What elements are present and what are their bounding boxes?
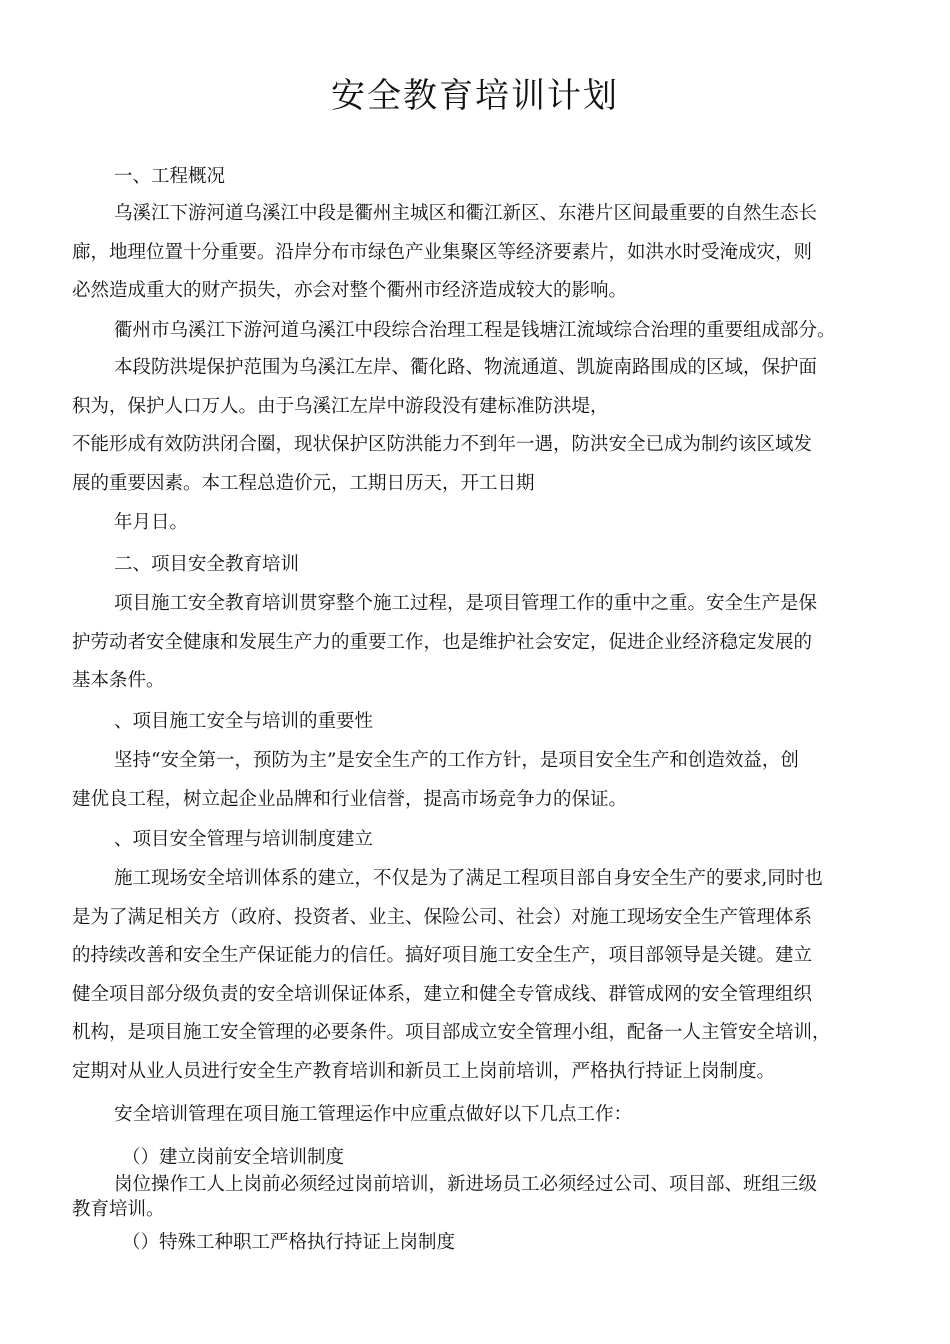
paragraph-overview-2 [114, 312, 836, 351]
text-line: 必然造成重大的财产损失，亦会对整个衢州市经济造成较大的影响。 [72, 280, 628, 301]
paragraph-overview-3 [72, 349, 817, 503]
text-line: 的持续改善和安全生产保证能力的信任。搞好项目施工安全生产，项目部领导是关键。建立 [72, 945, 813, 966]
text-line: 坚持“安全第一，预防为主”是安全生产的工作方针，是项目安全生产和创造效益，创 [114, 750, 799, 771]
paragraph-training-1 [72, 585, 817, 701]
text-line: 廊，地理位置十分重要。沿岸分布市绿色产业集聚区等经济要素片，如洪水时受淹成灾，则 [72, 241, 813, 263]
text-line: 衢州市乌溪江下游河道乌溪江中段综合治理工程是钱塘江流域综合治理的重要组成部分。 [114, 320, 836, 341]
text-line: 岗位操作工人上岗前必须经过岗前培训，新进场员工必须经过公司、项目部、班组三级 [114, 1174, 818, 1195]
paragraph-key-points [114, 1096, 632, 1135]
paragraph-importance [72, 742, 799, 819]
section-heading-overview [114, 158, 225, 197]
text-line: 安全培训管理在项目施工管理运作中应重点做好以下几点工作： [114, 1104, 633, 1125]
text-line: 二、项目安全教育培训 [114, 554, 300, 575]
text-line: 是为了满足相关方（政府、投资者、业主、保险公司、社会）对施工现场安全生产管理体系 [72, 906, 813, 928]
list-item-special-trades [122, 1224, 455, 1263]
text-line: 、项目施工安全与培训的重要性 [114, 711, 374, 732]
text-line: 基本条件。 [72, 670, 165, 691]
text-line: 一、工程概况 [114, 166, 226, 187]
text-line: 健全项目部分级负责的安全培训保证体系，建立和健全专管成线、群管成网的安全管理组织 [72, 983, 813, 1005]
paragraph-management [72, 860, 831, 1091]
subheading-management [114, 821, 373, 860]
paragraph-pre-job-training [72, 1172, 817, 1222]
text-line: 不能形成有效防洪闭合圈，现状保护区防洪能力不到年一遇，防洪安全已成为制约该区域发 [72, 434, 813, 455]
text-line: 展的重要因素。本工程总造价元，工期日历天，开工日期 [72, 472, 535, 494]
text-line: （）建立岗前安全培训制度 [122, 1147, 345, 1168]
text-line: 年月日。 [114, 512, 189, 533]
section-heading-training [114, 546, 299, 585]
text-line: 积为，保护人口万人。由于乌溪江左岸中游段没有建标准防洪堤， [72, 395, 609, 417]
text-line: 建优良工程，树立起企业品牌和行业信誉，提高市场竞争力的保证。 [72, 788, 628, 810]
text-line: 教育培训。 [72, 1199, 165, 1220]
subheading-importance [114, 703, 373, 742]
text-line: 本段防洪堤保护范围为乌溪江左岸、衢化路、物流通道、凯旋南路围成的区域，保护面 [114, 357, 818, 378]
page-title: 安全教育培训计划 [331, 76, 619, 116]
paragraph-overview-1 [72, 195, 817, 311]
text-line: 项目施工安全教育培训贯穿整个施工过程，是项目管理工作的重中之重。安全生产是保 [114, 593, 818, 614]
text-line: 机构，是项目施工安全管理的必要条件。项目部成立安全管理小组，配备一人主管安全培训， [72, 1022, 831, 1043]
text-line: 护劳动者安全健康和发展生产力的重要工作，也是维护社会安定，促进企业经济稳定发展的 [72, 631, 813, 653]
text-line: （）特殊工种职工严格执行持证上岗制度 [122, 1232, 456, 1253]
text-line: 、项目安全管理与培训制度建立 [114, 829, 374, 850]
text-line: 定期对从业人员进行安全生产教育培训和新员工上岗前培训，严格执行持证上岗制度。 [72, 1060, 776, 1082]
text-line: 乌溪江下游河道乌溪江中段是衢州主城区和衢江新区、东港片区间最重要的自然生态长 [114, 203, 818, 224]
paragraph-overview-date [114, 504, 188, 543]
text-line: 施工现场安全培训体系的建立，不仅是为了满足工程项目部自身安全生产的要求,同时也 [114, 868, 823, 889]
